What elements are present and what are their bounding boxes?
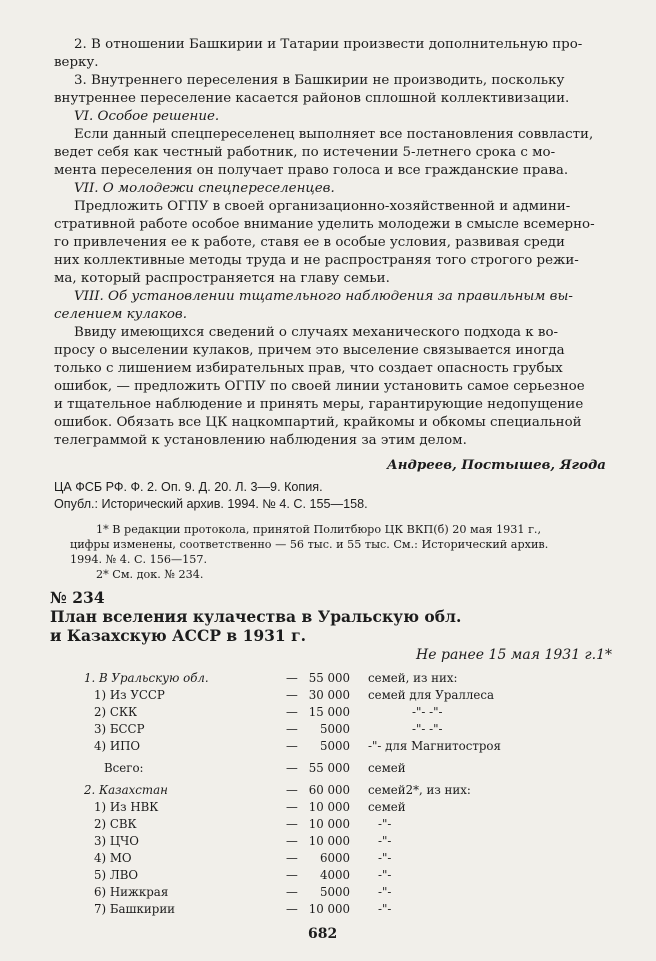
footnote-line: 2* См. док. № 234. <box>96 568 204 581</box>
table-row-label: 3) ЦЧО <box>94 834 139 848</box>
table-row-label: 2. Казахстан <box>84 783 168 797</box>
table-row-value: 55 000 <box>308 671 350 685</box>
table-row-label: 4) ИПО <box>94 739 141 753</box>
table-row-label: 2) СКК <box>94 705 138 719</box>
doc-number: № 234 <box>50 588 105 607</box>
table-row-label: 5) ЛВО <box>94 868 139 882</box>
table-row-label: 4) МО <box>94 851 132 865</box>
table-row-value: 10 000 <box>308 902 350 916</box>
table-row-value: 4000 <box>319 868 350 882</box>
table-row-dash: — <box>286 885 298 899</box>
section-heading: VIII. Об установлении тщательного наблюдения за правильным вы- <box>74 289 573 304</box>
table-row-note: -"- <box>378 868 392 882</box>
table-row-value: 10 000 <box>308 834 350 848</box>
paragraph-line: Предложить ОГПУ в своей организационно-хозяйственной и админи- <box>74 199 571 214</box>
doc-date: Не ранее 15 мая 1931 г.1* <box>416 647 612 663</box>
table-row-note: семей2*, из них: <box>368 783 471 797</box>
paragraph-line: го привлечения ее к работе, ставя ее в особые условия, развивая среди <box>54 235 565 250</box>
table-row-label: Всего: <box>104 761 144 775</box>
table-row-dash: — <box>286 739 298 753</box>
table-row-value: 10 000 <box>308 800 350 814</box>
paragraph-line: мента переселения он получает право голоса и все гражданские права. <box>54 163 569 178</box>
table-row-value: 15 000 <box>308 705 350 719</box>
table-row-note: -"- <box>378 885 392 899</box>
table-row-dash: — <box>286 783 298 797</box>
table-row-dash: — <box>286 705 298 719</box>
table-row-dash: — <box>286 688 298 702</box>
paragraph-line: Ввиду имеющихся сведений о случаях механического подхода к во- <box>74 325 559 340</box>
paragraph-line: стративной работе особое внимание уделить молодежи в смысле всемерно- <box>54 217 595 232</box>
section-heading: VI. Особое решение. <box>74 109 220 124</box>
page-number: 682 <box>308 926 338 942</box>
paragraph-line: и тщательное наблюдение и принять меры, гарантирующие недопущение <box>54 397 584 412</box>
paragraph-line: внутреннее переселение касается районов сплошной коллективизации. <box>54 91 570 106</box>
table-row-dash: — <box>286 817 298 831</box>
table-row-note: -"- <box>378 902 392 916</box>
paragraph-line: 2. В отношении Башкирии и Татарии произвести дополнительную про- <box>74 37 583 52</box>
table-row-note: -"- для Магнитостроя <box>368 739 501 753</box>
paragraph-line: них коллективные методы труда и не распространяя того строгого режи- <box>54 253 579 268</box>
table-row-note: -"- -"- <box>412 705 443 719</box>
doc-title: и Казахскую АССР в 1931 г. <box>50 626 306 645</box>
table-row-dash: — <box>286 722 298 736</box>
table-row-dash: — <box>286 761 298 775</box>
footnote-line: цифры изменены, соответственно — 56 тыс. и 55 тыс. См.: Исторический архив. <box>70 538 549 551</box>
paragraph-line: телеграммой к установлению наблюдения за этим делом. <box>54 433 467 448</box>
table-row-note: семей <box>368 800 406 814</box>
archive-source: ЦА ФСБ РФ. Ф. 2. Оп. 9. Д. 20. Л. 3—9. Копия. <box>54 480 323 494</box>
table-row-note: -"- <box>378 851 392 865</box>
table-row-value: 5000 <box>319 885 350 899</box>
footnote-line: 1* В редакции протокола, принятой Политбюро ЦК ВКП(б) 20 мая 1931 г., <box>96 523 542 536</box>
doc-title: План вселения кулачества в Уральскую обл. <box>50 607 462 626</box>
table-row-dash: — <box>286 834 298 848</box>
table-row-value: 55 000 <box>308 761 350 775</box>
paragraph-line: просу о выселении кулаков, причем это выселение связывается иногда <box>54 343 565 358</box>
table-row-value: 60 000 <box>308 783 350 797</box>
table-row-note: семей для Ураллеса <box>368 688 495 702</box>
archive-published: Опубл.: Исторический архив. 1994. № 4. С. 155—158. <box>54 497 368 511</box>
table-row-label: 7) Башкирии <box>94 902 176 916</box>
table-row-value: 6000 <box>319 851 350 865</box>
table-row-dash: — <box>286 800 298 814</box>
paragraph-line: ошибок. Обязать все ЦК нацкомпартий, крайкомы и обкомы специальной <box>54 415 582 430</box>
table-row-note: -"- <box>378 817 392 831</box>
table-row-value: 10 000 <box>308 817 350 831</box>
table-row-label: 1. В Уральскую обл. <box>84 671 209 685</box>
table-row-label: 1) Из НВК <box>94 800 159 814</box>
paragraph-line: ведет себя как честный работник, по истечении 5-летнего срока с мо- <box>54 145 556 160</box>
section-heading: VII. О молодежи спецпереселенцев. <box>74 181 335 196</box>
table-row-dash: — <box>286 671 298 685</box>
section-heading: селением кулаков. <box>54 307 187 322</box>
table-row-label: 2) СВК <box>94 817 137 831</box>
footnote-line: 1994. № 4. С. 156—157. <box>70 553 208 566</box>
table-row-value: 5000 <box>319 722 350 736</box>
signatures: Андреев, Постышев, Ягода <box>386 457 606 473</box>
paragraph-line: только с лишением избирательных прав, что создает опасность грубых <box>54 361 563 376</box>
table-row-dash: — <box>286 868 298 882</box>
table-row-note: -"- <box>378 834 392 848</box>
table-row-note: семей <box>368 761 406 775</box>
paragraph-line: верку. <box>54 55 99 70</box>
table-row-dash: — <box>286 902 298 916</box>
table-row-label: 3) БССР <box>94 722 145 736</box>
paragraph-line: Если данный спецпереселенец выполняет все постановления соввласти, <box>74 127 594 142</box>
table-row-label: 1) Из УССР <box>94 688 165 702</box>
table-row-note: -"- -"- <box>412 722 443 736</box>
paragraph-line: ошибок, — предложить ОГПУ по своей линии установить самое серьезное <box>54 379 585 394</box>
paragraph-line: ма, который распространяется на главу семьи. <box>54 271 390 286</box>
table-row-note: семей, из них: <box>368 671 458 685</box>
table-row-value: 5000 <box>319 739 350 753</box>
table-row-dash: — <box>286 851 298 865</box>
table-row-label: 6) Нижкрая <box>94 885 169 899</box>
paragraph-line: 3. Внутреннего переселения в Башкирии не производить, поскольку <box>74 73 565 88</box>
table-row-value: 30 000 <box>308 688 350 702</box>
